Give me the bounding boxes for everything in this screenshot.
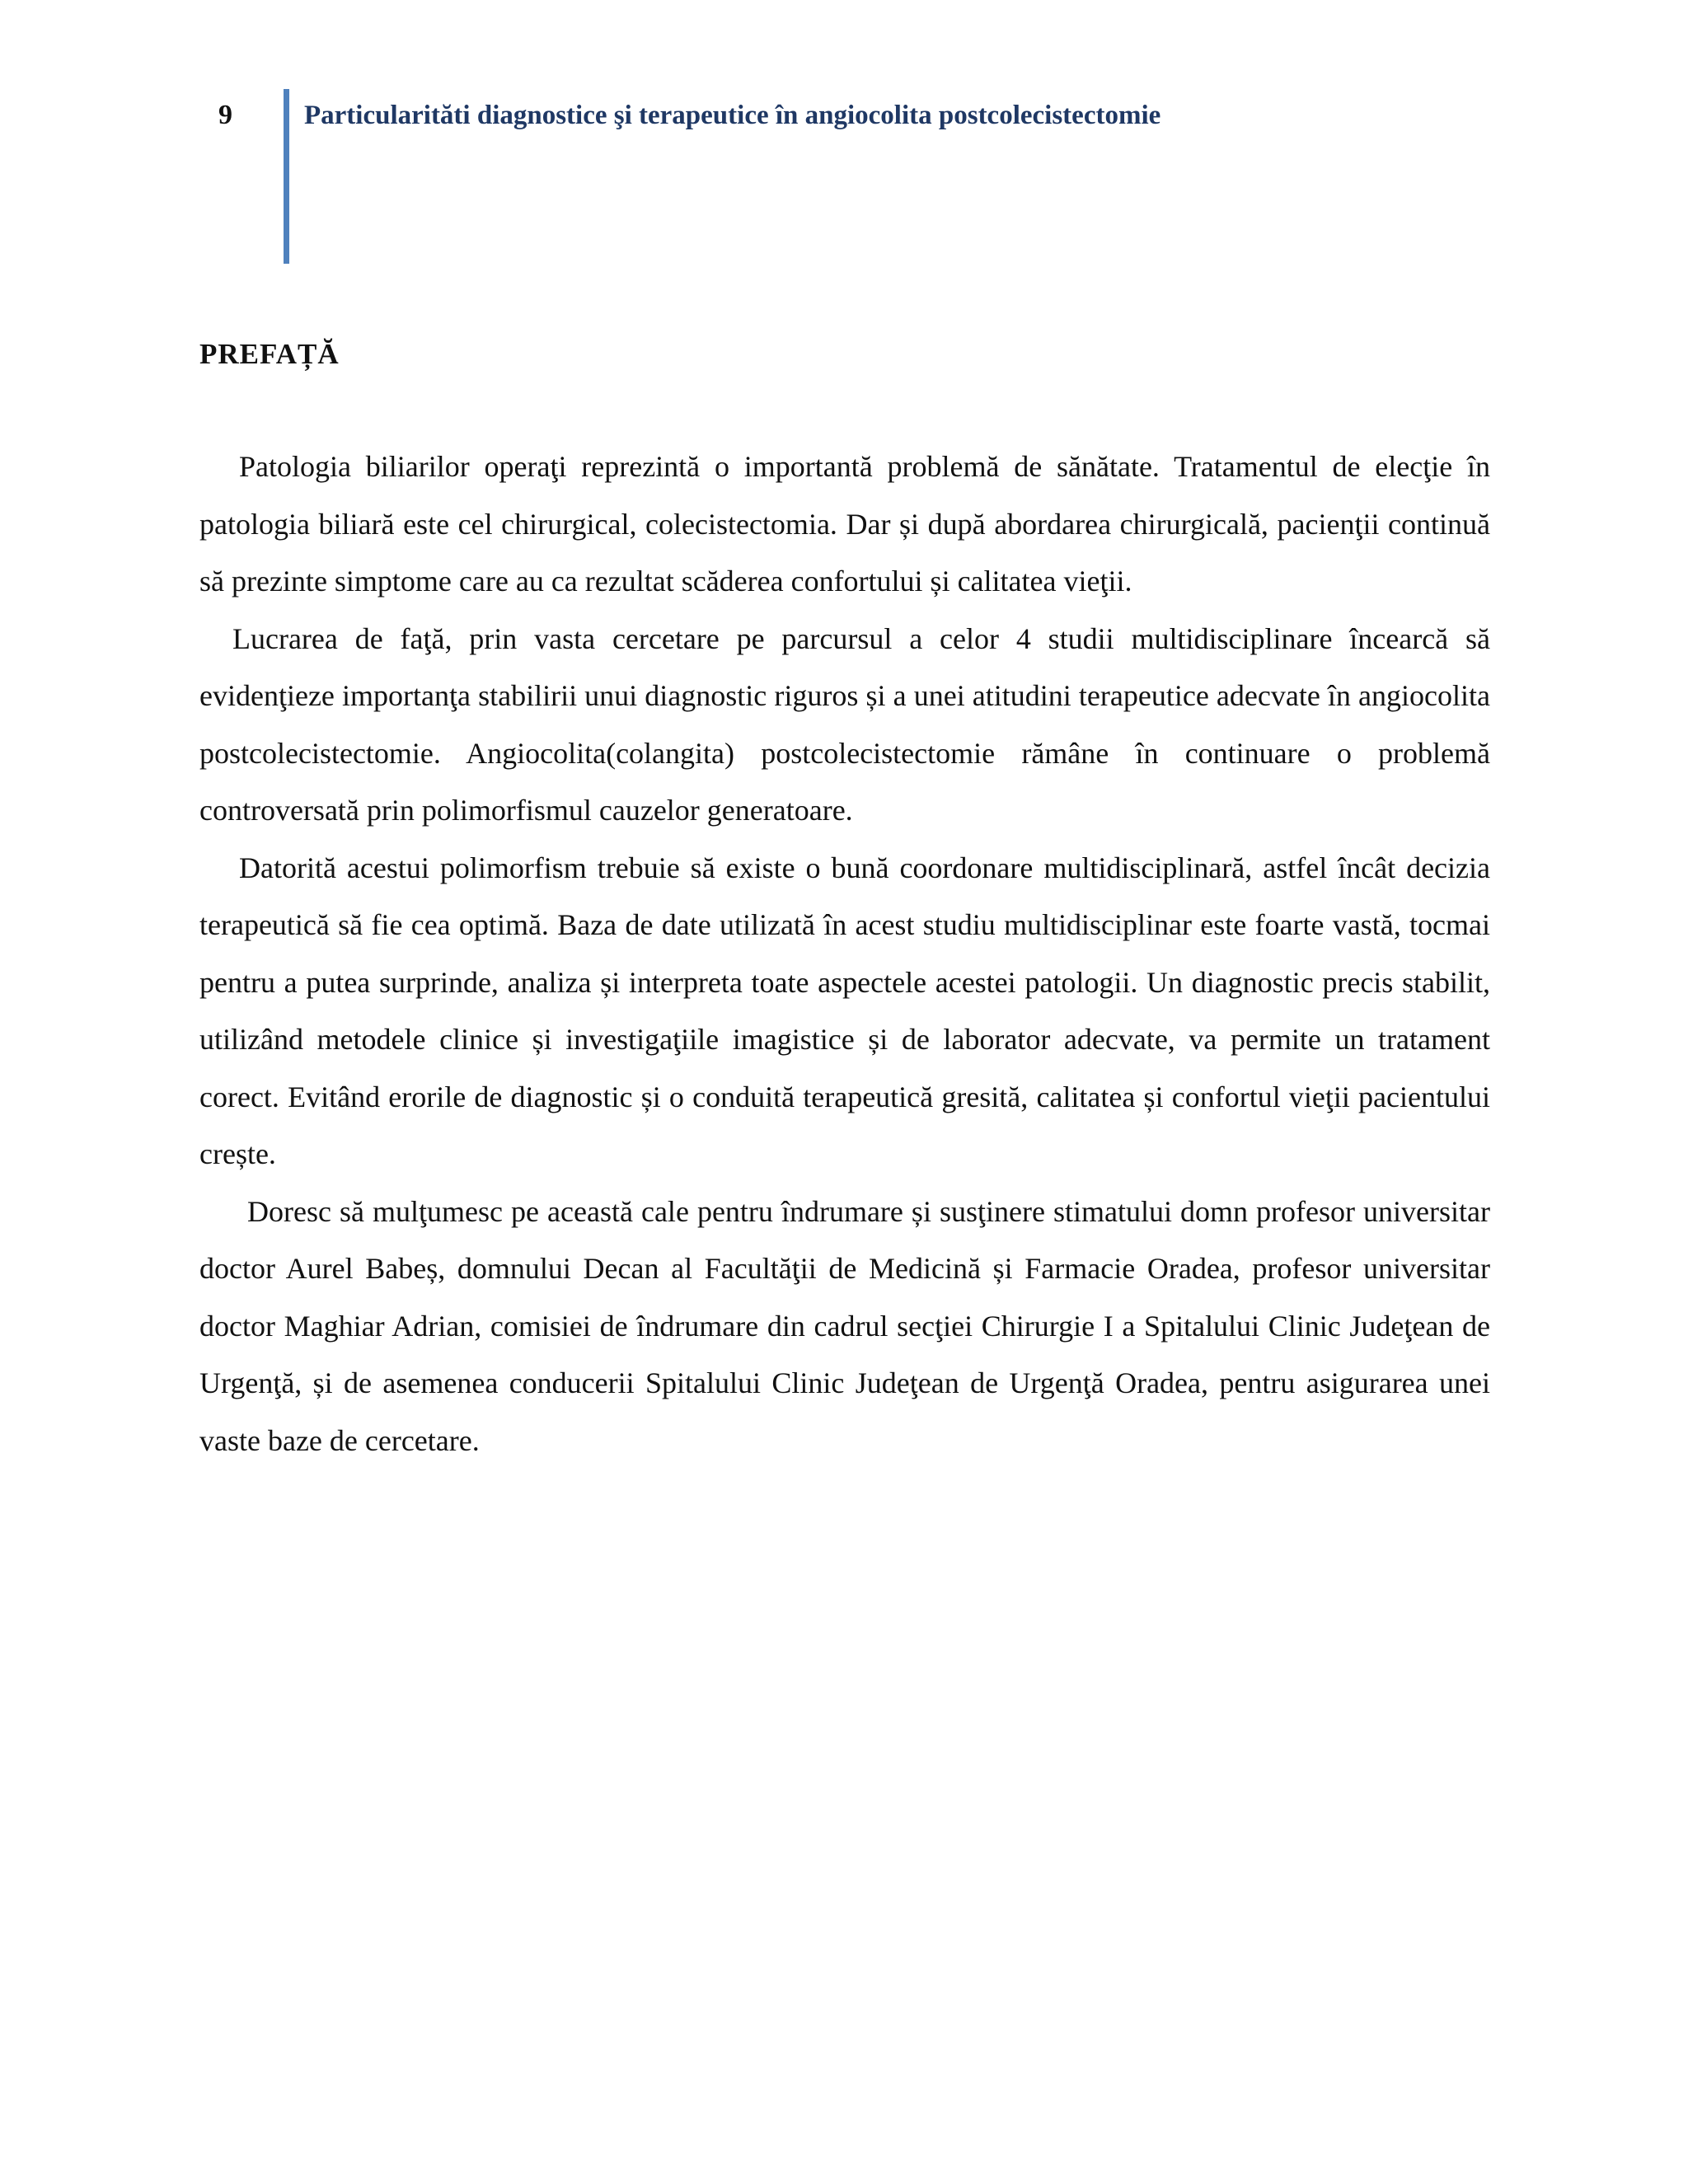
running-header-title: Particularităti diagnostice şi terapeutice în angiocolita postcolecistectomie	[304, 101, 1161, 130]
section-heading: PREFAȚĂ	[199, 338, 340, 370]
paragraph: Doresc să mulţumesc pe această cale pentru îndrumare și susţinere stimatului domn profesor universitar doctor Aurel Babeș, domnului Decan al Facultăţii de Medicină și Farmacie Oradea, profesor universitar doctor Maghiar Adrian, comisiei de îndrumare din cadrul secţiei Chirurgie I a Spitalului Clinic Judeţean de Urgenţă, și de asemenea conducerii Spitalului Clinic Judeţean de Urgenţă Oradea, pentru asigurarea unei vaste baze de cercetare.	[199, 1194, 1490, 1457]
page-number: 9	[218, 100, 232, 130]
header-accent-rule	[284, 89, 289, 264]
preface-body	[199, 438, 1490, 1469]
paragraph: Datorită acestui polimorfism trebuie să existe o bună coordonare multidisciplinară, astfel încât decizia terapeutică să fie cea optimă. Baza de date utilizată în acest studiu multidisciplinar este foarte vastă, tocmai pentru a putea surprinde, analiza și interpreta toate aspectele acestei patologii. Un diagnostic precis stabilit, utilizând metodele clinice și investigaţiile imagistice și de laborator adecvate, va permite un tratament corect. Evitând erorile de diagnostic și o conduită terapeutică gresită, calitatea și confortul vieţii pacientului crește.	[199, 851, 1490, 1170]
paragraph: Patologia biliarilor operaţi reprezintă o importantă problemă de sănătate. Tratamentul de elecţie în patologia biliară este cel chirurgical, colecistectomia. Dar și după abordarea chirurgicală, pacienţii continuă să prezinte simptome care au ca rezultat scăderea confortului și calitatea vieţii.	[199, 450, 1490, 598]
paragraph: Lucrarea de faţă, prin vasta cercetare pe parcursul a celor 4 studii multidisciplinare încearcă să evidenţieze importanţa stabilirii unui diagnostic riguros și a unei atitudini terapeutice adecvate în angiocolita postcolecistectomie. Angiocolita(colangita) postcolecistectomie rămâne în continuare o problemă controversată prin polimorfismul cauzelor generatoare.	[199, 621, 1490, 827]
